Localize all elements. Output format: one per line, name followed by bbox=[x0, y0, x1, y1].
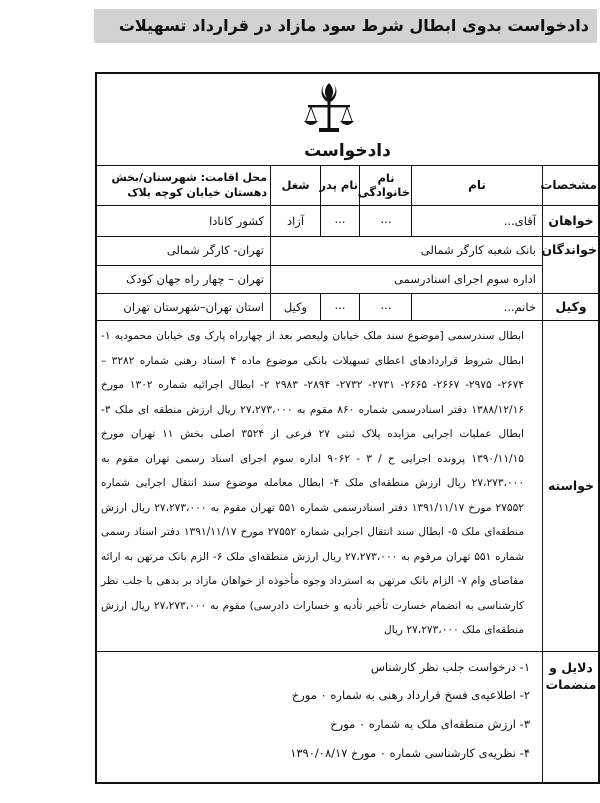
page-header bbox=[94, 9, 597, 43]
plaintiff-label: خواهان bbox=[548, 213, 594, 228]
attorney-label: وکیل bbox=[555, 299, 587, 314]
plaintiff-residence: کشور کانادا bbox=[209, 214, 264, 228]
evidence-item: ۲- اطلاعیه‌ی فسخ قرارداد رهنی به شماره ۰ مورخ bbox=[291, 688, 530, 702]
col-specs: مشخصات bbox=[540, 178, 597, 192]
evidence-label bbox=[545, 659, 597, 693]
plaintiff-father-name: ... bbox=[334, 212, 346, 226]
evidence-item: ۴- نظریه‌ی کارشناسی شماره ۰ مورخ ۱۳۹۰/۰۸/۱۷ bbox=[290, 746, 530, 760]
petition-form bbox=[95, 72, 600, 784]
defendants-label: خواندگان bbox=[541, 242, 597, 257]
plaintiff-first-name: آقای... bbox=[503, 214, 536, 228]
col-occupation: شغل bbox=[281, 178, 310, 192]
attorney-occupation: وکیل bbox=[283, 300, 308, 314]
defendant-2-address: تهران – چهار راه جهان کودک bbox=[126, 272, 264, 286]
col-residence: محل اقامت: شهرستان/بخش دهستان خیابان کوچه پلاک bbox=[111, 171, 267, 199]
form-title: دادخواست bbox=[304, 141, 391, 161]
attorney-father-name: ... bbox=[334, 298, 346, 312]
judiciary-scales-icon bbox=[302, 79, 356, 137]
evidence-label-line-2: منضمات bbox=[545, 677, 597, 692]
defendant-1-name: بانک شعبه کارگر شمالی bbox=[420, 243, 536, 257]
evidence-item: ۱- درخواست جلب نظر کارشناس bbox=[370, 660, 530, 674]
request-label: خواسته bbox=[547, 478, 595, 493]
defendant-1-address: تهران- کارگر شمالی bbox=[166, 243, 264, 257]
col-first-name: نام bbox=[468, 178, 486, 192]
attorney-last-name: ... bbox=[380, 298, 392, 312]
attorney-first-name: خانم... bbox=[503, 300, 536, 314]
col-father-name: نام پدر bbox=[319, 178, 358, 192]
col-last-name: نام خانوادگی bbox=[357, 171, 410, 199]
attorney-residence: استان تهران–شهرستان تهران bbox=[123, 300, 264, 314]
request-text: ابطال سندرسمی [موضوع سند ملک خیابان ولیعصر بعد از چهارراه پارک وی خیابان محمودیه ۱- ابطال شروط قراردادهای اعطای تسهیلات بانکی موضوع ماده ۴ اسناد رهنی شماره ۳۲۸۲ – ۲۶۷۴- ۲۹۷۵- ۲۶۶۷- ۲۶۶۵- ۲۷۳۱- ۲۷۳۲- ۲۸۹۴- ۲۹۸۳ ۲- ابطال اجرائیه شماره ۱۳۰۲ مورخ ۱۳۸۸/۱۲/۱۶ دفتر اسنادرسمی شماره ۸۶۰ مقوم به ۲۷،۲۷۳،۰۰۰ ریال ارزش منطقه ای ملک ۳- ابطال عملیات اجرایی مزایده پلاک ثبتی ۲۷ فرعی از ۳۵۲۴ اصلی بخش ۱۱ تهران مورخ ۱۳۹۰/۱۱/۱۵ پرونده اجرایی ح / ۳ - ۹۰۶۲ اداره سوم اجرای اسناد رسمی تهران مقوم به ۲۷،۲۷۳،۰۰۰ ریال ارزش منطقه‌ای ملک ۴- ابطال معامله موضوع سند انتقال اجرایی شماره ۲۷۵۵۲ مورخ ۱۳۹۱/۱۱/۱۷ دفتر اسنادرسمی شماره ۵۵۱ تهران مقوم به ۲۷،۲۷۳،۰۰۰ ریال ارزش منطقه‌ای ملک ۵- ابطال سند انتقال اجرایی شماره ۲۷۵۵۲ مورخ ۱۳۹۱/۱۱/۱۷ دفتر اسناد رسمی شماره ۵۵۱ تهران مرقوم به ۲۷،۲۷۳،۰۰۰ ریال ارزش منطقه‌ای ملک ۶- الزم بانک مرتهن به ارائه مفاصای وام ۷- الزام بانک مرتهن به استرداد وجوه مأخوذه از خواهان مازاد بر بدهی با جلب نظر کارشناسی به انضمام خسارت تأخیر تأدیه و خسارات دادرسی) مقوم به ۲۷،۲۷۳،۰۰۰ ریال ارزش منطقه‌ای ملک ۲۷،۲۷۳،۰۰۰ ریال bbox=[101, 330, 525, 636]
defendant-2-name: اداره سوم اجرای اسنادرسمی bbox=[394, 272, 536, 286]
evidence-label-line-1: دلایل و bbox=[549, 660, 593, 675]
page-title: دادخواست بدوی ابطال شرط سود مازاد در قرارداد تسهیلات bbox=[118, 16, 589, 35]
plaintiff-last-name: ... bbox=[380, 212, 392, 226]
evidence-item: ۳- ارزش منطقه‌ای ملک به شماره ۰ مورخ bbox=[330, 717, 530, 731]
plaintiff-occupation: آزاد bbox=[286, 214, 305, 228]
